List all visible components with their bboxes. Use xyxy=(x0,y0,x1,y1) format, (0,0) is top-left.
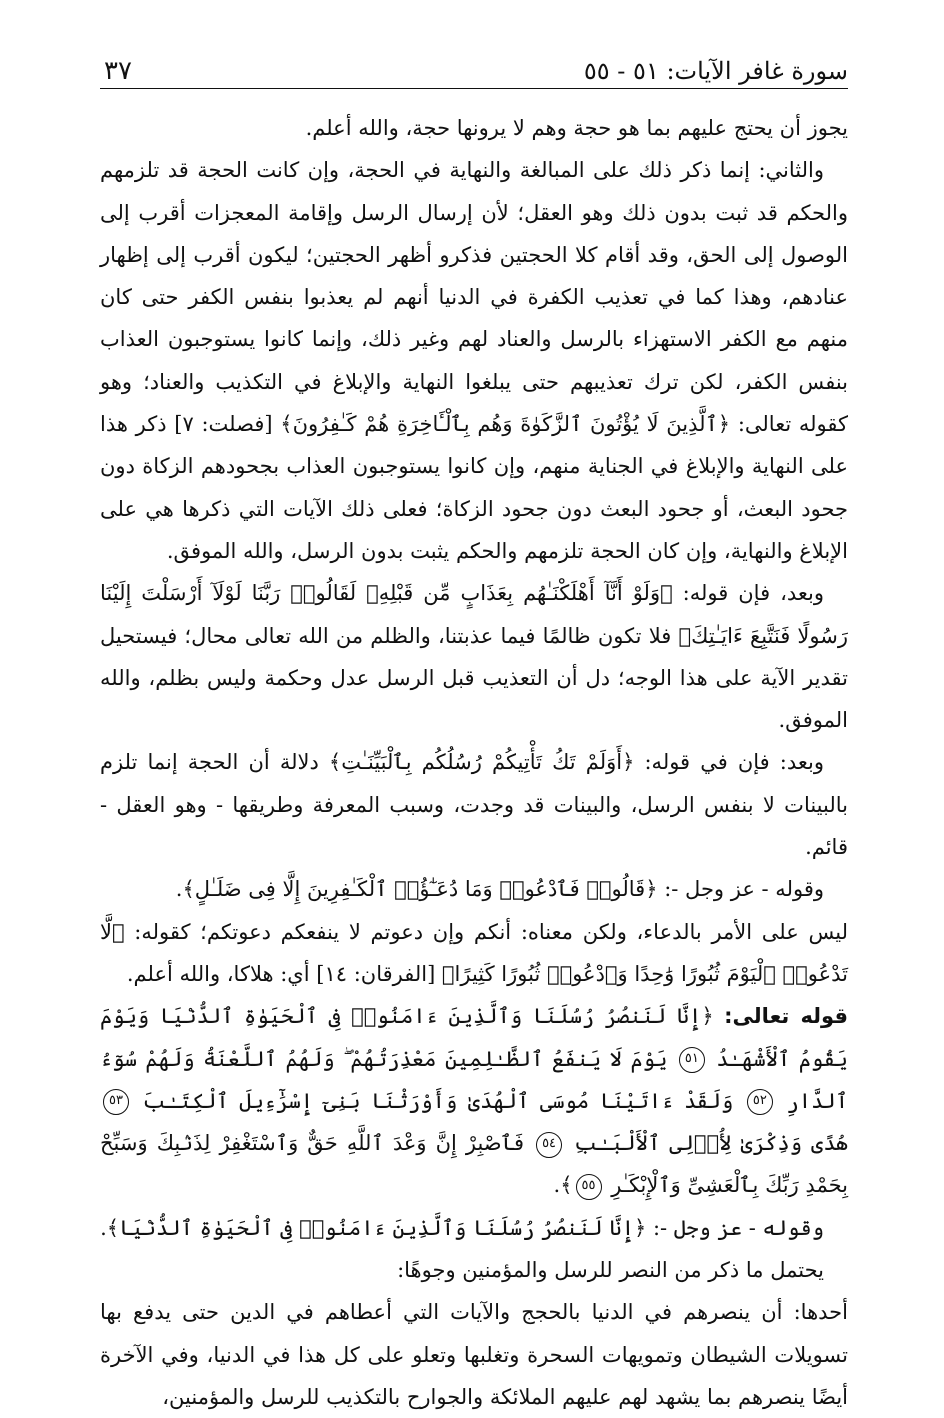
verse-text: وَلَقَدْ ءَاتَيْنَا مُوسَى ٱلْهُدَىٰ وَأَوْرَثْنَا بَنِىٓ إِسْرَٰٓءِيلَ ٱلْكِتَـٰبَ xyxy=(142,1088,734,1113)
running-header xyxy=(100,54,848,89)
ayah-number-marker: ٥٤ xyxy=(536,1132,562,1158)
verse-text: ﴿إِنَّا لَنَنصُرُ رُسُلَنَا وَٱلَّذِينَ ءَامَنُوا۟ فِى ٱلْحَيَوٰةِ ٱلدُّنْيَا وَيَوْمَ يَقُومُ ٱلْأَشْهَـٰدُ xyxy=(100,1004,848,1071)
paragraph: ليس على الأمر بالدعاء، ولكن معناه: أنكم وإن دعوتم لا ينفعكم دعوتكم؛ كقوله: ﴿لَّا تَدْعُوا۟ ٱلْيَوْمَ ثُبُورًا وَٰحِدًا وَٱدْعُوا۟ ثُبُورًا كَثِيرًا﴾ [الفرقان: ١٤] أي: هلاكا، والله أعلم. xyxy=(100,919,848,986)
ayah-number-marker: ٥٥ xyxy=(576,1174,602,1200)
verse-block xyxy=(100,995,848,1206)
paragraph: يجوز أن يحتج عليهم بما هو حجة وهم لا يرونها حجة، والله أعلم. xyxy=(305,116,848,140)
book-page xyxy=(100,54,849,1409)
page-body xyxy=(100,107,848,1418)
paragraph: يحتمل ما ذكر من النصر للرسل والمؤمنين وجوهًا: xyxy=(397,1258,824,1283)
verse-text: هُدًى وَذِكْرَىٰ لِأُو۟لِى ٱلْأَلْبَـٰبِ xyxy=(574,1131,848,1156)
paragraph: أحدها: أن ينصرهم في الدنيا بالحجج والآيات التي أعطاهم في الدين حتى يدفع بها تسويلات الشيطان وتمويهات السحرة وتغلبها وتعلو على كل هذا في الدنيا، وفي الآخرة أيضًا ينصرهم بما يشهد لهم عليهم الملائكة والجوارح بالتكذيب للرسل والمؤمنين، xyxy=(100,1300,848,1409)
surah-title: سورة غافر الآيات: ٥١ - ٥٥ xyxy=(583,57,848,85)
paragraph: وقوله - عز وجل -: ﴿قَالُوا۟ فَٱدْعُوا۟ وَمَا دُعَـٰٓؤُا۟ ٱلْكَـٰفِرِينَ إِلَّا فِى ضَلَـٰلٍ﴾. xyxy=(175,877,824,902)
paragraph: وبعد: فإن في قوله: ﴿أَوَلَمْ تَكُ تَأْتِيكُمْ رُسُلُكُم بِٱلْبَيِّنَـٰتِ﴾ دلالة أن الحجة إنما تلزم بالبينات لا بنفس الرسل، والبينات قد وجدت، وسبب المعرفة وطريقها - وهو العقل - قائم. xyxy=(100,750,848,860)
paragraph: والثاني: إنما ذكر ذلك على المبالغة والنهاية في الحجة، وإن كانت الحجة قد تلزمهم والحكم قد ثبت بدون ذلك وهو العقل؛ لأن إرسال الرسل وإقامة المعجزات أقرب إلى الوصول إلى الحق، وقد أقام كلا الحجتين فذكرو أظهر الحجتين؛ ليكون أقرب إلى إظهار عنادهم، وهذا كما في تعذيب الكفرة في الدنيا أنهم لم يعذبوا بنفس الكفر حتى كان منهم مع الكفر الاستهزاء بالرسل والعناد لهم وغير ذلك، وإنما كانوا يستوجبون العذاب بنفس الكفر، لكن ترك تعذيبهم حتى يبلغوا النهاية والإبلاغ في التكذيب والعناد؛ وهو كقوله تعالى: ﴿ٱلَّذِينَ لَا يُؤْتُونَ ٱلزَّكَوٰةَ وَهُم بِٱلْـَٔاخِرَةِ هُمْ كَـٰفِرُونَ﴾ [فصلت: ٧] ذكر هذا على النهاية والإبلاغ في الجناية منهم، وإن كانوا يستوجبون العذاب بجحودهم الزكاة دون جحود البعث، أو جحود البعث دون جحود الزكاة؛ فعلى ذلك الآيات التي ذكرها هي على الإبلاغ والنهاية، وإن كان الحجة تلزمهم والحكم يثبت بدون الرسل، والله الموفق. xyxy=(100,158,849,563)
verse-text: فَٱصْبِرْ إِنَّ وَعْدَ ٱللَّهِ حَقٌّ وَٱسْتَغْفِرْ لِذَنۢبِكَ وَسَبِّحْ بِحَمْدِ رَبِّكَ بِٱلْعَشِىِّ وَٱلْإِبْكَـٰرِ xyxy=(100,1131,848,1198)
verse-text: يَوْمَ لَا يَنفَعُ ٱلظَّـٰلِمِينَ مَعْذِرَتُهُمْ ۖ وَلَهُمُ ٱللَّعْنَةُ وَلَهُمْ سُوٓءُ ٱلدَّارِ xyxy=(100,1046,849,1113)
ayah-number-marker: ٥٢ xyxy=(747,1089,773,1115)
page-number: ٣٧ xyxy=(104,56,132,86)
verse-heading-label: قوله تعالى: xyxy=(724,1004,848,1029)
paragraph: وقوله - عز وجل -: ﴿إِنَّا لَنَنصُرُ رُسُلَنَا وَٱلَّذِينَ ءَامَنُوا۟ فِى ٱلْحَيَوٰةِ ٱلدُّنْيَا﴾. xyxy=(100,1215,824,1240)
verse-close: ﴾. xyxy=(553,1173,573,1198)
paragraph: وبعد، فإن قوله: ﴿وَلَوْ أَنَّآ أَهْلَكْنَـٰهُم بِعَذَابٍ مِّن قَبْلِهِۦ لَقَالُوا۟ رَبَّنَا لَوْلَآ أَرْسَلْتَ إِلَيْنَا رَسُولًا فَنَتَّبِعَ ءَايَـٰتِكَ﴾ فلا تكون ظالمًا فيما عذبتنا، والظلم من الله تعالى محال؛ فيستحيل تقدير الآية على هذا الوجه؛ دل أن التعذيب قبل الرسل عدل وحكمة وليس بظلم، والله الموفق. xyxy=(100,581,848,733)
ayah-number-marker: ٥٣ xyxy=(103,1089,129,1115)
ayah-number-marker: ٥١ xyxy=(679,1047,705,1073)
